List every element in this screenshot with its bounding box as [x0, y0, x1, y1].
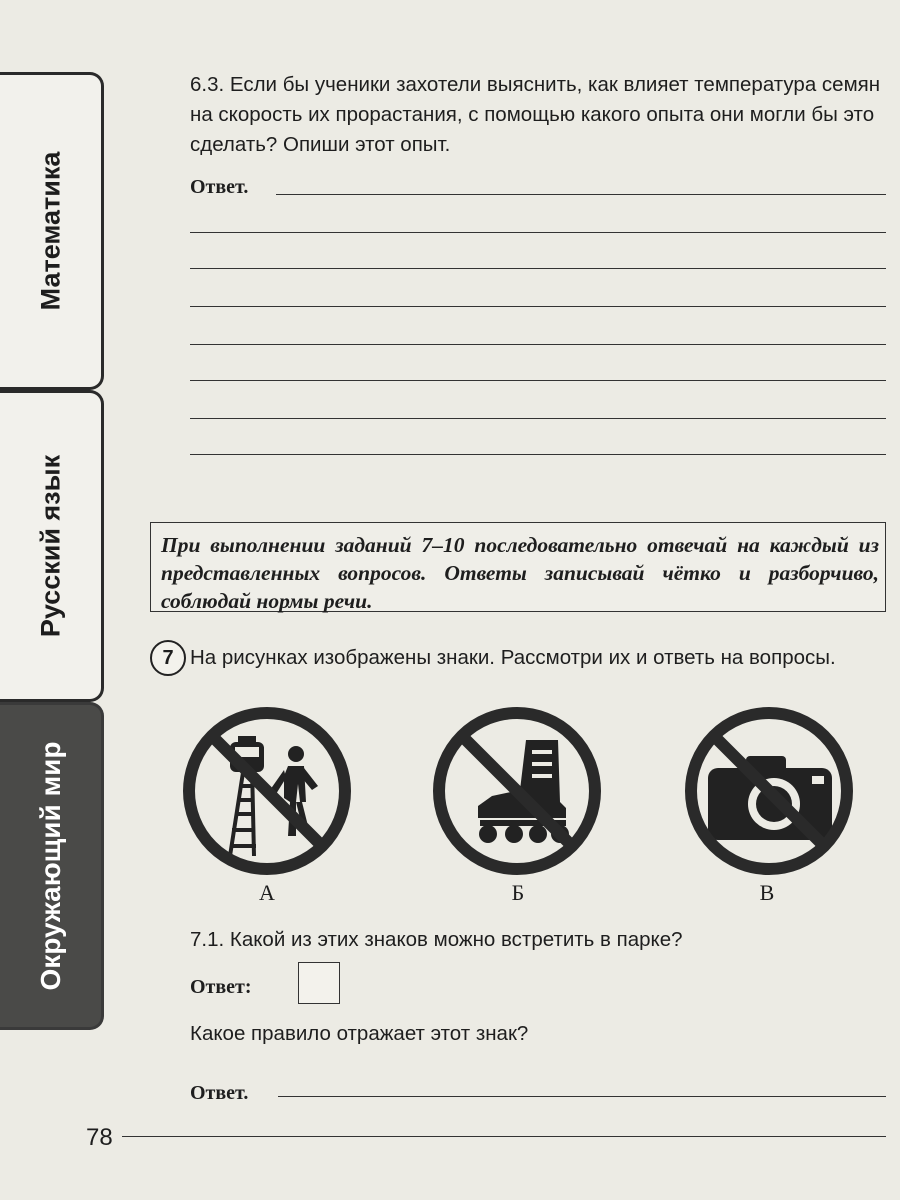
answer-line[interactable]: [190, 454, 886, 455]
no-walking-on-railway-icon: [172, 706, 362, 876]
sign-a-letter: А: [259, 880, 275, 905]
task-7-text: На рисунках изображены знаки. Рассмотри их и ответь на вопросы.: [190, 646, 836, 669]
answer-line[interactable]: [190, 418, 886, 419]
task-number-badge: 7: [150, 640, 186, 676]
answer-line[interactable]: [190, 380, 886, 381]
task-6-3-question: 6.3. Если бы ученики захотели выяснить, как влияет температура семян на скорость их прорастания, с помощью какого опыта они могли бы это сделать? Опиши этот опыт.: [190, 73, 881, 156]
sign-a: [172, 706, 362, 876]
sign-c: [674, 706, 864, 876]
answer-line[interactable]: [278, 1096, 886, 1097]
task-7-1-question: 7.1. Какой из этих знаков можно встретить в парке?: [190, 928, 683, 951]
tab-russian-label: Русский язык: [35, 454, 65, 638]
answer-line[interactable]: [276, 194, 886, 195]
sign-c-letter: В: [759, 880, 775, 905]
task-6-3-answer-area[interactable]: [190, 176, 890, 456]
tab-world-around[interactable]: [0, 702, 104, 1030]
task-7-2-question: Какое правило отражает этот знак?: [190, 1022, 529, 1045]
answer-label: Ответ:: [190, 976, 252, 998]
subject-tabs: [0, 72, 104, 1032]
no-photography-icon: [674, 706, 864, 876]
tab-world-around-label: Окружающий мир: [34, 741, 66, 991]
answer-label: Ответ.: [190, 176, 249, 198]
page-number: 78: [86, 1124, 113, 1151]
tab-math[interactable]: [0, 72, 104, 390]
instruction-box: При выполнении заданий 7–10 последовательно отвечай на каждый из представленных вопросов. Ответы записывай чётко и разборчиво, соблюдай нормы речи.: [150, 522, 886, 612]
sign-b-letter: Б: [511, 880, 525, 905]
answer-box[interactable]: [298, 962, 340, 1004]
answer-line[interactable]: [190, 232, 886, 233]
answer-line[interactable]: [190, 306, 886, 307]
tab-russian[interactable]: [0, 390, 104, 702]
answer-line[interactable]: [190, 268, 886, 269]
no-roller-skates-icon: [422, 706, 612, 876]
answer-line[interactable]: [190, 344, 886, 345]
tab-math-label: Математика: [35, 151, 65, 311]
answer-label: Ответ.: [190, 1082, 249, 1104]
sign-b: [422, 706, 612, 876]
answer-line[interactable]: [122, 1136, 886, 1137]
